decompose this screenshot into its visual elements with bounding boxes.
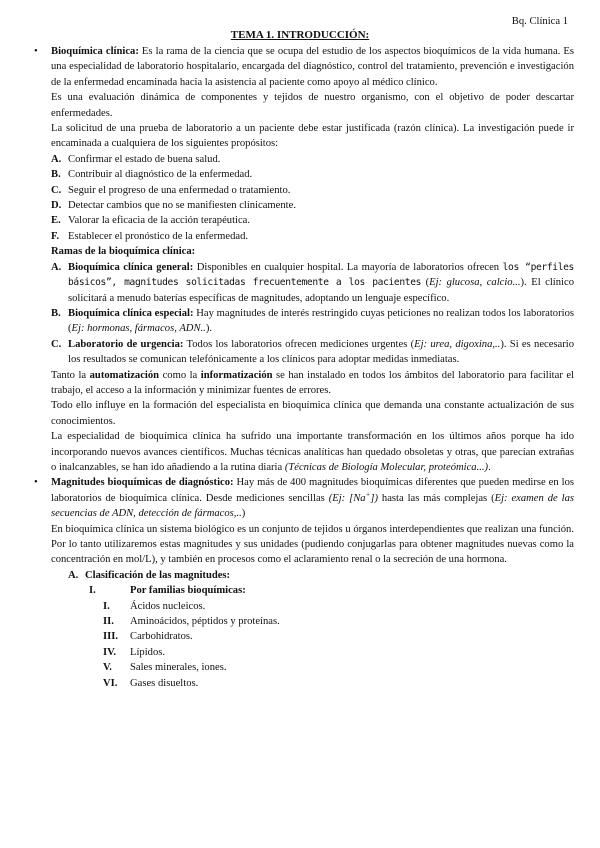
informatizacion-term: informatización — [200, 369, 273, 381]
family-text: Lípidos. — [130, 646, 166, 658]
auto-t2: como la — [159, 369, 201, 381]
transformacion-t2: . — [488, 461, 491, 473]
page-title: TEMA 1. INTRODUCCIÓN: — [230, 29, 370, 41]
rama-general-example: Ej: glucosa, calcio... — [429, 277, 521, 289]
evaluation-paragraph: Es una evaluación dinámica de componentes y tejidos de nuestro organismo, con el objetivo de poder descartar enfermedades. — [51, 92, 574, 119]
family-marker: IV. — [103, 646, 117, 658]
rama-especial-text — [68, 306, 574, 337]
rama-urgencia-t1: Todos los laboratorios ofrecen mediciones urgentes ( — [183, 338, 415, 350]
ramas-heading: Ramas de la bioquímica clínica: — [51, 246, 196, 258]
magnitudes-example-complex: Ej: examen de las secuencias de ADN, detección de fármacos,.. — [51, 492, 574, 520]
rama-urgencia-example: Ej: urea, digoxina,.. — [414, 338, 501, 350]
automatizacion-term: automatización — [89, 369, 160, 381]
magnitudes-t1: Hay más de 400 magnitudes bioquímicas diferentes que pueden medirse en los laboratorios de bioquímica clínica. Desde mediciones sencillas — [51, 477, 574, 504]
automatizacion-paragraph — [51, 368, 574, 399]
purpose-item — [51, 213, 574, 228]
clasificacion-text: Clasificación de las magnitudes: — [85, 569, 231, 581]
family-text: Carbohidratos. — [130, 631, 193, 643]
ramas-list — [51, 260, 574, 368]
purpose-marker: B. — [51, 169, 61, 181]
rama-especial-example: Ej: hormonas, fármacos, ADN.. — [71, 323, 206, 335]
purpose-text: Contribuir al diagnóstico de la enfermedad. — [68, 169, 253, 181]
rama-marker: C. — [51, 338, 62, 350]
rama-item-especial — [51, 306, 574, 337]
rama-urgencia-t2: ). Si es necesario los resultados se comunican telefónicamente a los clínicos para adoptar medidas inmediatas. — [68, 338, 575, 366]
purpose-item — [51, 152, 574, 167]
purpose-text: Detectar cambios que no se manifiesten clínicamente. — [68, 200, 296, 212]
rama-general-perfiles: los “perfiles básicos”, magnitudes solicitadas frecuentemente a los pacientes — [68, 261, 574, 289]
rama-marker: A. — [51, 261, 62, 273]
transformacion-paragraph — [51, 429, 574, 475]
section-magnitudes — [34, 475, 574, 691]
magnitudes-t3: ) — [241, 508, 246, 520]
auto-t1: Tanto la — [51, 369, 90, 381]
familias-text: Por familias bioquímicas: — [130, 585, 246, 597]
purposes-list — [51, 152, 574, 244]
magnitudes-paragraph — [51, 475, 574, 521]
rama-general-text — [68, 260, 574, 306]
magnitudes-t2: hasta las más complejas ( — [377, 492, 495, 504]
transformacion-t1: La especialidad de bioquímica clínica ha sufrido una importante transformación en los últimos años porque ha ido incorporando nuevos avances científicos. Muchas técnicas analíticas han quedado obsoletas y otras, que parecían extrañas o inalcanzables, se han ido añadiendo a la rutina diaria — [51, 431, 574, 473]
bullet-icon: • — [34, 46, 38, 57]
clasificacion-heading — [51, 568, 574, 583]
rama-especial-t2: ). — [205, 323, 213, 335]
purpose-text: Confirmar el estado de buena salud. — [68, 153, 221, 165]
term-bioquimica-clinica: Bioquímica clínica: — [51, 46, 139, 57]
purpose-text: Seguir el progreso de una enfermedad o tratamiento. — [68, 184, 291, 196]
family-item — [51, 660, 574, 675]
family-text: Gases disueltos. — [130, 677, 199, 689]
family-marker: II. — [103, 616, 114, 628]
term-magnitudes: Magnitudes bioquímicas de diagnóstico: — [51, 477, 234, 489]
example-na-b: ]) — [370, 492, 378, 504]
clasificacion-marker: A. — [68, 569, 79, 581]
purpose-item — [51, 167, 574, 182]
purpose-marker: D. — [51, 200, 62, 212]
purpose-item — [51, 198, 574, 213]
transformacion-example: (Técnicas de Biología Molecular, proteómica...) — [284, 461, 489, 473]
rama-marker: B. — [51, 307, 61, 319]
rama-urgencia-term: Laboratorio de urgencia: — [68, 338, 184, 350]
purpose-marker: F. — [51, 230, 60, 242]
purpose-text: Valorar la eficacia de la acción terapéutica. — [68, 215, 251, 227]
family-item — [51, 676, 574, 691]
purpose-marker: C. — [51, 184, 62, 196]
family-marker: III. — [103, 631, 119, 643]
families-list — [51, 599, 574, 691]
family-marker: I. — [103, 600, 110, 612]
magnitudes-example-simple — [328, 490, 378, 504]
purpose-text: Establecer el pronóstico de la enfermedad. — [68, 230, 249, 242]
request-paragraph: La solicitud de una prueba de laboratorio a un paciente debe estar justificada (razón clínica). La investigación puede ir encaminada a cualquiera de los siguientes propósitos: — [51, 123, 574, 150]
rama-especial-t1: Hay magnitudes de interés restringido cuyas peticiones no realizan todos los laboratorios ( — [68, 307, 574, 335]
auto-t3: se han instalado en todos los ámbitos del laboratorio para facilitar el trabajo, el acceso a la información y minimizar fuentes de errores. — [51, 369, 574, 396]
familias-marker: I. — [89, 585, 96, 597]
family-item — [51, 645, 574, 660]
rama-item-urgencia — [51, 337, 574, 368]
family-item — [51, 599, 574, 614]
definition-paragraph — [51, 44, 574, 90]
rama-item-general — [51, 260, 574, 306]
definition-text: Es la rama de la ciencia que se ocupa del estudio de los aspectos bioquímicos de la vida humana. Es una especialidad de laboratorio hospitalario, encargada del diagnóstico, control del tratamiento, prevención e investigación de la enfermedad encaminada hacia la asistencia al paciente como apoyo al médico clínico. — [51, 46, 574, 88]
example-na-a: (Ej: [Na — [328, 492, 366, 504]
family-text: Sales minerales, iones. — [130, 662, 227, 674]
formacion-paragraph: Todo ello influye en la formación del especialista en bioquímica clínica que demanda una constante actualización de sus conocimientos. — [51, 400, 574, 427]
rama-general-term: Bioquímica clínica general: — [68, 261, 194, 273]
rama-general-t1: Disponibles en cualquier hospital. La mayoría de laboratorios ofrecen — [193, 261, 503, 273]
family-text: Ácidos nucleicos. — [130, 600, 206, 612]
sistema-biologico-paragraph: En bioquímica clínica un sistema biológico es un conjunto de tejidos u órganos interdependientes que realizan una función. Por lo tanto utilizaremos estas magnitudes y sus unidades (pudiendo conjugarlas para obtener magnitudes nuevas como la concentración en mol/L), y también en procesos como el aclaramiento renal o la secreción de una hormona. — [51, 523, 574, 566]
bullet-icon: • — [34, 477, 38, 489]
rama-general-t3: ). El clínico solicitará a menudo baterías específicas de magnitudes, adoptando un lenguaje específico. — [68, 277, 574, 304]
family-marker: VI. — [103, 677, 118, 689]
document-body — [34, 44, 574, 691]
family-marker: V. — [103, 662, 112, 674]
family-item — [51, 614, 574, 629]
example-na-sup: + — [365, 490, 371, 499]
purpose-marker: A. — [51, 153, 62, 165]
family-item — [51, 629, 574, 644]
family-text: Aminoácidos, péptidos y proteínas. — [130, 616, 280, 628]
purpose-item — [51, 229, 574, 244]
familias-heading — [51, 583, 574, 598]
rama-general-t2: ( — [421, 277, 430, 289]
section-bioquimica-clinica — [34, 44, 574, 475]
course-header: Bq. Clínica 1 — [511, 16, 568, 27]
purpose-marker: E. — [51, 215, 61, 227]
purpose-item — [51, 183, 574, 198]
rama-urgencia-text — [68, 337, 574, 368]
rama-especial-term: Bioquímica clínica especial: — [68, 307, 194, 319]
